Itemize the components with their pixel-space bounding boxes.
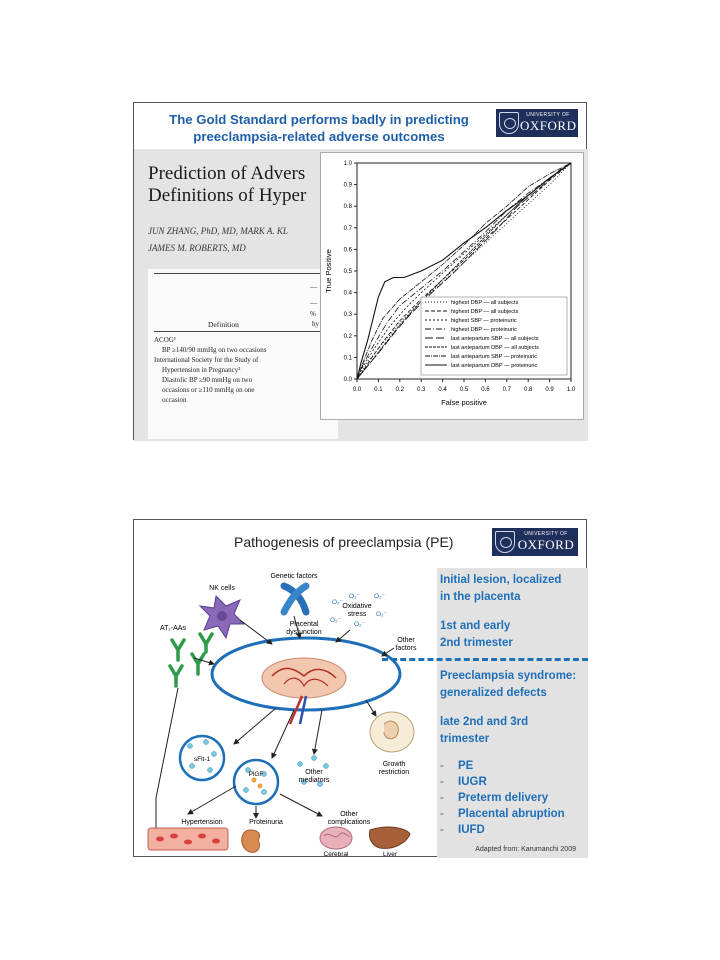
table-row: occasions or ≥110 mmHg on one: [162, 386, 255, 394]
list-item: - IUGR: [440, 776, 487, 788]
syndrome-text: Preeclampsia syndrome: generalized defects: [440, 670, 577, 699]
slide-gold-standard: [133, 102, 587, 440]
kidney-icon: [242, 830, 260, 852]
o2-label: O₂⁻: [332, 599, 344, 606]
dashed-divider: [382, 658, 588, 661]
y-tick-label: 0.8: [343, 204, 352, 211]
brain-icon: [320, 827, 352, 849]
nk-cell-icon: [200, 596, 244, 638]
x-tick-label: 0.5: [459, 387, 469, 393]
definition-table: [148, 269, 338, 439]
x-tick-label: 0.6: [481, 387, 490, 393]
table-dash: —: [310, 283, 317, 291]
label-proteinuria: Proteinuria: [249, 819, 283, 826]
o2-label: O₂⁻: [374, 593, 386, 600]
legend-entry: highest SBP — proteinuric: [451, 318, 517, 324]
table-rule: [154, 331, 334, 332]
table-row: BP ≥140/90 mmHg on two occasions: [162, 346, 267, 354]
table-hy: hy: [312, 320, 319, 328]
slide-pathogenesis: [133, 519, 587, 857]
oxford-logo: UNIVERSITY OF OXFORD: [496, 109, 578, 137]
pathogenesis-diagram: [144, 568, 434, 858]
y-tick-label: 0.5: [343, 269, 352, 275]
legend-entry: last antepartum DBP — all subjects: [451, 345, 539, 351]
y-tick-label: 0.7: [343, 225, 352, 232]
x-tick-label: 0.4: [438, 387, 447, 393]
y-tick-label: 0.0: [343, 377, 352, 383]
table-row: ACOG¹: [154, 336, 176, 344]
label-placental: Placental: [289, 621, 319, 628]
y-axis-label: True Positive: [324, 249, 333, 293]
paper-authors: JUN ZHANG, PhD, MD, MARK A. KL JAMES M. ROBERTS, MD: [148, 226, 288, 253]
slide2-title: Pathogenesis of preeclampsia (PE): [234, 534, 454, 550]
early-trimester-text: 1st and early 2nd trimester: [440, 620, 513, 649]
y-tick-label: 0.4: [343, 290, 352, 297]
table-row: Hypertension in Pregnancy²: [162, 366, 241, 374]
y-tick-label: 1.0: [343, 161, 352, 167]
label-oxidative: Oxidative: [342, 603, 372, 610]
late-trimester-text: late 2nd and 3rd trimester: [440, 716, 529, 745]
o2-label: O₂⁻: [376, 611, 388, 618]
roc-chart: [321, 153, 583, 419]
label-genetic-factors: Genetic factors: [270, 573, 318, 580]
table-rows: [154, 335, 334, 405]
roc-chart-panel: [320, 152, 584, 420]
o2-label: O₂⁻: [349, 593, 361, 600]
label-plgf: PlGF: [248, 771, 264, 778]
x-tick-label: 0.0: [352, 387, 362, 393]
label-other-mediators: mediators: [298, 777, 330, 784]
label-stress: stress: [347, 611, 367, 618]
table-row: Diastolic BP ≥90 mmHg on two: [162, 376, 253, 384]
label-at1-aas: AT₁-AAs: [160, 625, 186, 632]
source-credit: Adapted from: Karumanchi 2009: [475, 846, 576, 853]
label-growth: Growth: [382, 761, 406, 768]
initial-lesion-text: Initial lesion, localized in the placenta: [440, 574, 562, 603]
paper-title: Prediction of Advers Definitions of Hyper: [148, 163, 307, 206]
table-dash: —: [310, 299, 317, 307]
label-other-factors: factors: [395, 645, 417, 652]
label-other-complications: Other: [340, 811, 358, 818]
plgf-circle: [234, 760, 278, 804]
y-tick-label: 0.3: [343, 312, 352, 319]
oxford-logo: UNIVERSITY OF OXFORD: [492, 528, 578, 556]
oxford-crest-icon: [499, 112, 519, 134]
x-tick-label: 1.0: [566, 387, 576, 393]
slide1-title: The Gold Standard performs badly in predicting preeclampsia-related adverse outcomes: [169, 112, 469, 144]
label-other-factors: Other: [397, 637, 415, 644]
legend-entry: highest DBP — all subjects: [451, 309, 519, 315]
legend-entry: last antepartum SBP — proteinuric: [451, 354, 538, 360]
label-cerebral: Cerebral: [323, 851, 349, 858]
x-tick-label: 0.3: [417, 387, 426, 393]
antibody-icon: [170, 634, 212, 686]
label-dysfunction: dysfunction: [286, 629, 322, 636]
legend-entry: last antepartum SBP — all subjects: [451, 336, 539, 342]
oxford-crest-icon: [495, 531, 515, 553]
label-other-mediators: Other: [305, 769, 323, 776]
y-tick-label: 0.1: [343, 355, 352, 362]
label-hypertension: Hypertension: [181, 819, 223, 826]
label-liver: Liver: [382, 851, 398, 858]
o2-label: O₂⁻: [354, 621, 366, 628]
legend-entry: highest DBP — proteinuric: [451, 327, 517, 333]
x-tick-label: 0.1: [374, 387, 383, 393]
o2-label: O₂⁻: [330, 617, 342, 624]
list-item: - Preterm delivery: [440, 792, 549, 804]
table-header-definition: Definition: [208, 320, 239, 329]
x-axis-label: False positive: [441, 398, 487, 407]
table-pct: %: [310, 310, 316, 318]
fetus-icon: [370, 712, 414, 752]
x-tick-label: 0.9: [545, 387, 554, 393]
y-tick-label: 0.9: [343, 182, 352, 189]
list-item: - IUFD: [440, 824, 485, 836]
blood-vessel-icon: [148, 828, 228, 850]
table-row: occasion: [162, 396, 187, 404]
label-other-complications: complications: [327, 819, 371, 826]
table-row: International Society for the Study of: [154, 356, 259, 364]
label-nk-cells: NK cells: [209, 585, 235, 592]
chromosome-icon: [284, 586, 306, 612]
y-tick-label: 0.2: [343, 333, 352, 340]
x-tick-label: 0.7: [502, 387, 511, 393]
plgf-dots: [252, 778, 263, 789]
list-item: - PE: [440, 760, 474, 772]
x-tick-label: 0.2: [395, 387, 404, 393]
outcomes-list: [440, 758, 565, 838]
placenta-icon: [262, 658, 346, 724]
legend-entry: highest DBP — all subjects: [451, 300, 519, 306]
list-item: - Placental abruption: [440, 808, 565, 820]
label-restriction: restriction: [378, 769, 410, 776]
legend-entry: last antepartum DBP — proteinuric: [451, 363, 538, 369]
table-rule: [154, 273, 334, 274]
y-tick-label: 0.6: [343, 247, 352, 254]
label-sflt1: sFlt-1: [193, 756, 211, 763]
liver-icon: [369, 827, 410, 848]
x-tick-label: 0.8: [524, 387, 533, 393]
